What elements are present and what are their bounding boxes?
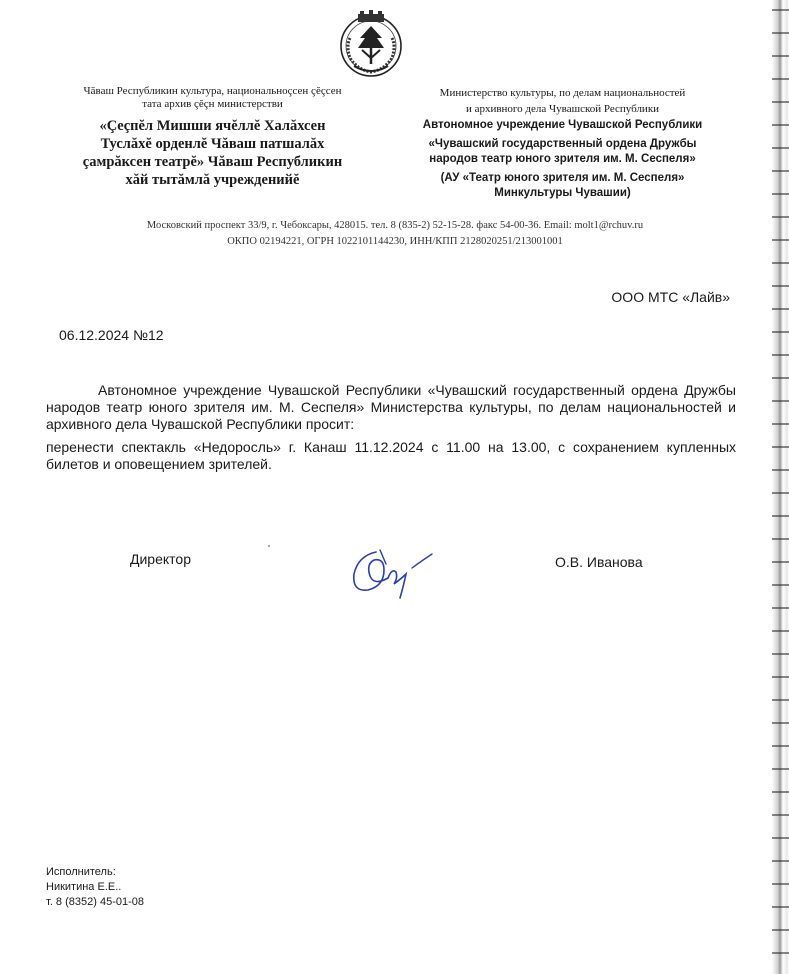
chuvashia-emblem-icon (336, 8, 406, 80)
recipient: ООО МТС «Лайв» (611, 289, 730, 305)
org-name-chuvash-4: хăй тытăмлă учрежденийĕ (125, 172, 300, 188)
scan-edge-artifact (772, 0, 789, 974)
org-name-russian-3: народов театр юного зрителя им. М. Сеспеля» (429, 153, 696, 165)
body-paragraph-2: перенести спектакль «Недоросль» г. Канаш 11.12.2024 с 11.00 на 13.00, с сохранением купленных билетов и оповещением зрителей. (46, 439, 736, 472)
address-block (80, 218, 710, 250)
header-left-block (40, 85, 385, 189)
executor-name: Никитина Е.Е.. (46, 881, 122, 893)
handwritten-signature-icon (340, 538, 450, 606)
org-name-chuvash-2: Туслăхĕ орденлĕ Чăваш патшалăх (100, 136, 325, 152)
letter-body (46, 382, 736, 473)
org-name-russian-1: Автономное учреждение Чувашской Республики (422, 119, 703, 131)
signer-name: О.В. Иванова (555, 554, 643, 570)
ministry-line-chuvash-1: Чăваш Республикин культура, национальноçсен çĕçсен (83, 85, 342, 97)
scan-speck (268, 545, 270, 547)
ministry-line-chuvash-2: тата архив çĕçн министерстви (142, 98, 283, 110)
position-title: Директор (130, 551, 191, 567)
date-and-number: 06.12.2024 №12 (59, 327, 164, 343)
org-name-chuvash-1: «Çеçпĕл Мишши ячĕллĕ Халăхсен (99, 118, 326, 134)
body-paragraph-1: Автономное учреждение Чувашской Республики «Чувашский государственный ордена Дружбы народов театр юного зрителя им. М. Сеспеля» Министерства культуры, по делам национальностей и архивного дела Чувашской Республики просит: (46, 382, 736, 432)
registration-codes-line: ОКПО 02194221, ОГРН 1022101144230, ИНН/КПП 2128020251/213001001 (227, 236, 563, 247)
org-name-chuvash-3: çамрăксен театрĕ» Чăваш Республикин (82, 154, 343, 170)
ministry-line-russian-1: Министерство культуры, по делам национальностей (439, 87, 686, 99)
executor-label: Исполнитель: (46, 866, 116, 878)
org-short-name-1: (АУ «Театр юного зрителя им. М. Сеспеля» (440, 172, 685, 184)
org-name-russian-2: «Чувашский государственный ордена Дружбы (428, 138, 697, 150)
ministry-line-russian-2: и архивного дела Чувашской Республики (465, 103, 660, 115)
executor-block (46, 865, 144, 910)
executor-phone: т. 8 (8352) 45-01-08 (46, 896, 144, 908)
address-line: Московский проспект 33/9, г. Чебоксары, 428015. тел. 8 (835-2) 52-15-28. факс 54-00-36. Email: molt1@rchuv.ru (146, 220, 644, 231)
org-short-name-2: Минкультуры Чувашии) (494, 187, 631, 199)
header-right-block (405, 85, 720, 201)
